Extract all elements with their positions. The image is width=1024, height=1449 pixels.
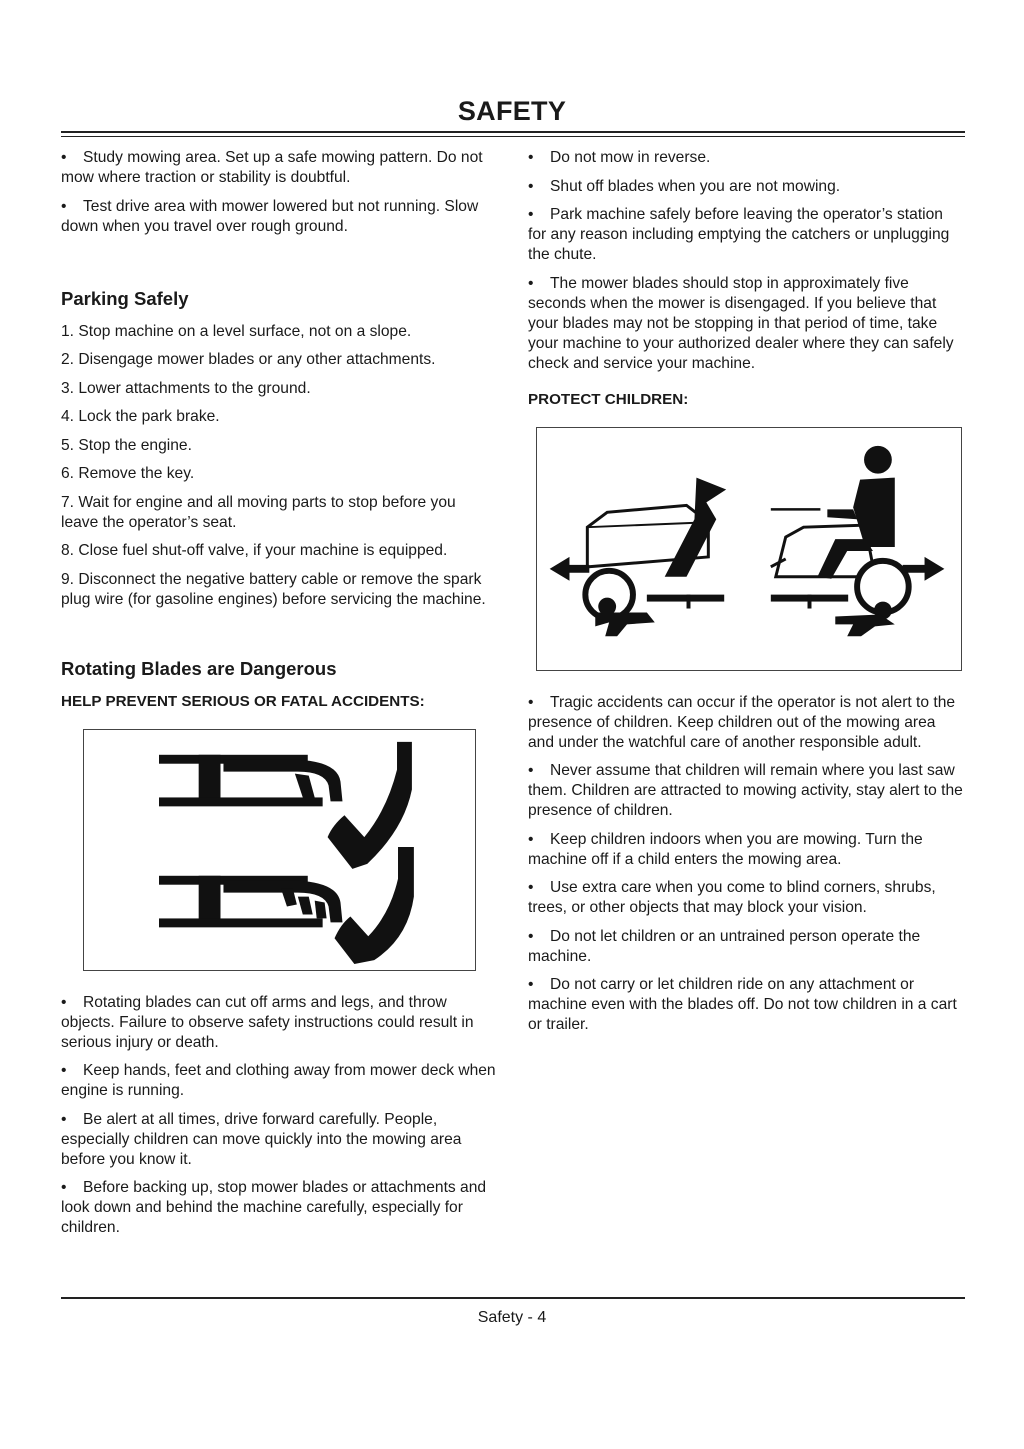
lower-deck-graphic xyxy=(159,875,342,927)
bullet-item: • Keep children indoors when you are mowing. Turn the machine off if a child enters the mowing area. xyxy=(528,830,964,870)
parking-step: 4. Lock the park brake. xyxy=(61,408,220,425)
children-subheading: PROTECT CHILDREN: xyxy=(528,390,689,408)
page-footer: Safety - 4 xyxy=(477,1309,547,1326)
section-heading-blades: Rotating Blades are Dangerous xyxy=(61,657,337,679)
parking-step: 7. Wait for engine and all moving parts to stop before you leave the operator’s seat. xyxy=(61,493,456,531)
parking-step: 5. Stop the engine. xyxy=(61,436,192,454)
bullet-item: • Do not let children or an untrained person operate the machine. xyxy=(528,927,964,967)
header-rule xyxy=(61,131,965,133)
blade-hazard-illustration xyxy=(83,729,476,971)
bullet-item: • Use extra care when you come to blind corners, shrubs, trees, or other objects that may block your vision. xyxy=(528,878,964,918)
parking-step: 1. Stop machine on a level surface, not on a slope. xyxy=(61,322,412,340)
bullet-item: • Shut off blades when you are not mowing. xyxy=(528,177,964,197)
bullet-item: • Tragic accidents can occur if the operator is not alert to the presence of children. Keep children out of the mowing area and under the watchful care of another responsible adult. xyxy=(528,693,964,753)
bullet-item: • Do not mow in reverse. xyxy=(528,148,964,168)
blade-hazard-drawing xyxy=(84,730,475,970)
parking-step: 9. Disconnect the negative battery cable or remove the spark plug wire (for gasoline engines) before servicing the machine. xyxy=(61,570,486,608)
left-mower-graphic xyxy=(585,477,726,618)
left-arrow-icon xyxy=(550,556,590,580)
header-rule-thin xyxy=(61,136,965,137)
bullet-item: • Do not carry or let children ride on any attachment or machine even with the blades off. Do not tow children in a cart or trailer. xyxy=(528,975,964,1035)
bullet-item: • Before backing up, stop mower blades or attachments and look down and behind the machine carefully, especially for children. xyxy=(61,1178,497,1238)
section-heading-parking: Parking Safely xyxy=(61,287,189,309)
bullet-item: • Study mowing area. Set up a safe mowing pattern. Do not mow where traction or stability is doubtful. xyxy=(61,148,497,188)
upper-deck-graphic xyxy=(159,754,342,806)
bullet-item: • The mower blades should stop in approximately five seconds when the mower is disengaged. If you believe that your blades may not be stopping in that period of time, take your machine to your authorized dealer where they can safely check and service your machine. xyxy=(528,274,964,374)
footer-rule xyxy=(61,1297,965,1299)
protect-children-drawing xyxy=(537,428,961,670)
bullet-item: • Never assume that children will remain where you last saw them. Children are attracted to mowing activity, stay alert to the presence of children. xyxy=(528,761,964,821)
left-column xyxy=(61,148,497,1247)
bullet-item: • Park machine safely before leaving the operator’s station for any reason including emptying the catchers or unplugging the chute. xyxy=(528,205,964,265)
parking-step: 6. Remove the key. xyxy=(61,465,195,482)
bullet-item: • Be alert at all times, drive forward carefully. People, especially children can move quickly into the mowing area before you know it. xyxy=(61,1110,497,1170)
parking-step: 2. Disengage mower blades or any other attachments. xyxy=(61,351,436,368)
right-column xyxy=(528,148,964,1044)
lower-foot-graphic xyxy=(335,847,414,964)
bullet-item: • Keep hands, feet and clothing away from mower deck when engine is running. xyxy=(61,1061,497,1101)
parking-step: 3. Lower attachments to the ground. xyxy=(61,379,311,397)
blades-subheading: HELP PREVENT SERIOUS OR FATAL ACCIDENTS: xyxy=(61,692,425,710)
protect-children-illustration xyxy=(536,427,962,671)
bullet-item: • Test drive area with mower lowered but not running. Slow down when you travel over rough ground. xyxy=(61,197,497,237)
page-title: SAFETY xyxy=(457,96,567,126)
parking-step: 8. Close fuel shut-off valve, if your machine is equipped. xyxy=(61,542,448,559)
bullet-item: • Rotating blades can cut off arms and legs, and throw objects. Failure to observe safety instructions could result in serious injury or death. xyxy=(61,993,497,1053)
